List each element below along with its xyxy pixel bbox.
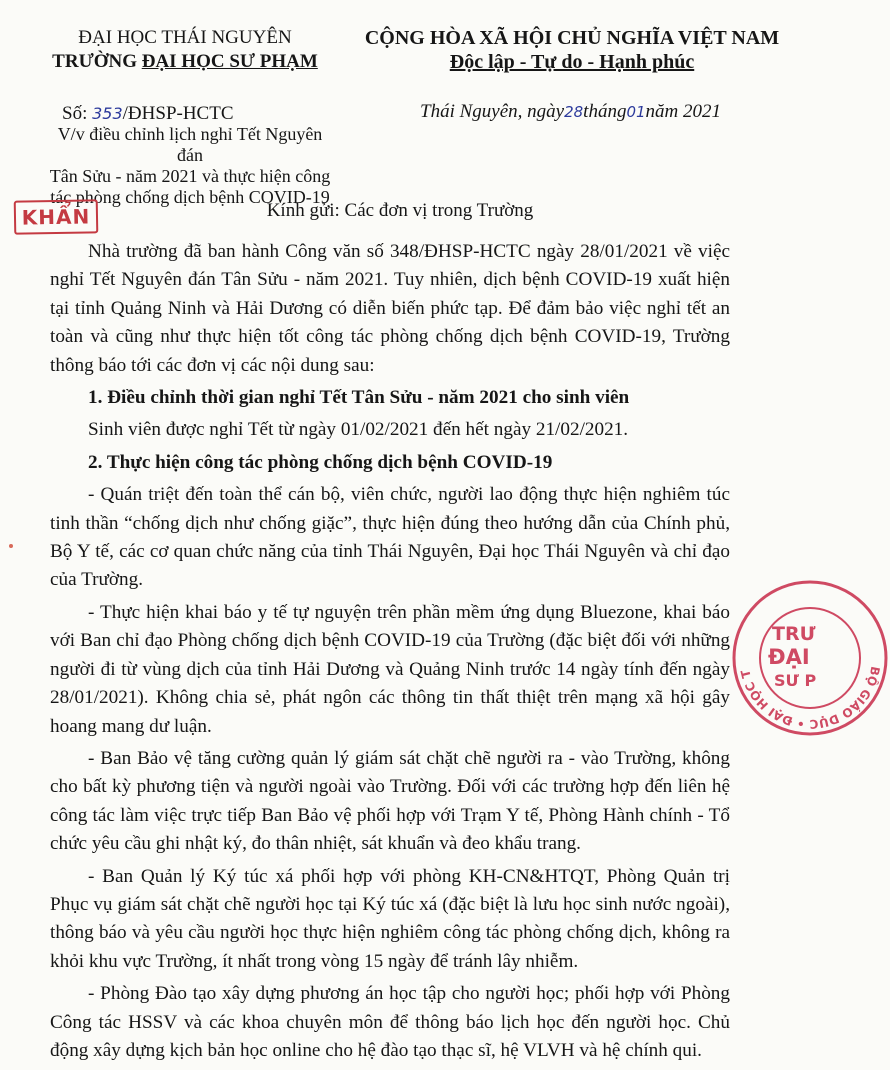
school-prefix: TRƯỜNG: [52, 51, 142, 72]
date-month-label: tháng: [583, 101, 627, 122]
seal-line: ĐẠI: [768, 645, 810, 669]
subject-line: tác phòng chống dịch bệnh COVID-19: [50, 187, 330, 207]
date-day: 28: [564, 103, 584, 121]
date-year: năm 2021: [645, 101, 722, 122]
body-paragraph: - Thực hiện khai báo y tế tự nguyện trên phần mềm ứng dụng Bluezone, khai báo với Ban chỉ đạo Phòng chống dịch bệnh COVID-19 của Trường (đặc biệt đối với những người đi từ vùng dịch của tỉnh Hải Dương và Quảng Ninh trước 14 ngày tính đến ngày 28/01/2021). Không chia sẻ, phát ngôn các thông tin thất thiệt trên mạng xã hội gây hoang mang dư luận.: [50, 601, 730, 737]
school-name-line: [20, 50, 350, 74]
document-subject: [45, 124, 335, 208]
date-place: Thái Nguyên, ngày: [420, 101, 565, 122]
issuer-block: [20, 26, 350, 74]
university-name: ĐẠI HỌC THÁI NGUYÊN: [78, 27, 292, 48]
document-date: [420, 101, 721, 123]
doc-number-suffix: /ĐHSP-HCTC: [122, 103, 234, 124]
national-header: [352, 26, 792, 74]
doc-number-handwritten: 353: [92, 104, 123, 123]
subject-line: Tân Sửu - năm 2021 và thực hiện công: [49, 166, 331, 186]
seal-icon: [730, 578, 890, 738]
seal-ring-text: BỘ GIÁO DỤC • ĐẠI HỌC T: [738, 665, 883, 732]
document-body: [50, 238, 730, 1065]
body-paragraph: - Phòng Đào tạo xây dựng phương án học tập cho người học; phối hợp với Phòng Công tác HSSV và các khoa chuyên môn để thông báo lịch học đến người học. Chủ động xây dựng kịch bản học online cho hệ đào tạo thạc sĩ, hệ VLVH và hệ chính qui.: [50, 983, 730, 1061]
school-name: ĐẠI HỌC SƯ PHẠM: [141, 51, 318, 72]
ink-dot: [9, 544, 13, 548]
document-number: [62, 103, 234, 125]
official-seal: [730, 578, 890, 738]
country-name: CỘNG HÒA XÃ HỘI CHỦ NGHĨA VIỆT NAM: [364, 27, 780, 49]
subject-line: V/v điều chỉnh lịch nghỉ Tết Nguyên đán: [57, 124, 323, 165]
body-paragraph: Sinh viên được nghỉ Tết từ ngày 01/02/2021 đến hết ngày 21/02/2021.: [88, 419, 629, 441]
body-paragraph: - Ban Quản lý Ký túc xá phối hợp với phòng KH-CN&HTQT, Phòng Quản trị Phục vụ giám sát chặt chẽ người học tại Ký túc xá (đặc biệt là lưu học sinh nước ngoài), thông báo và yêu cầu người học thực hiện nghiêm công tác phòng chống dịch, không ra khỏi khu vực Trường, ít nhất trong vòng 15 ngày để tránh lây nhiễm.: [50, 865, 730, 972]
seal-line: TRƯ: [772, 623, 816, 645]
body-paragraph: - Ban Bảo vệ tăng cường quản lý giám sát chặt chẽ người ra - vào Trường, không cho bất kỳ phương tiện và người ngoài vào Trường. Đối với các trường hợp đến liên hệ công tác làm việc trực tiếp Ban Bảo vệ phối hợp với Trạm Y tế, Phòng Hành chính - Tổ chức yêu cầu ghi nhật ký, đo thân nhiệt, sát khuẩn và đeo khẩu trang.: [50, 747, 730, 855]
urgent-stamp: KHẨN: [14, 199, 99, 234]
date-month: 01: [626, 103, 646, 121]
national-motto: Độc lập - Tự do - Hạnh phúc: [449, 51, 695, 73]
body-paragraph: - Quán triệt đến toàn thể cán bộ, viên chức, người lao động thực hiện nghiêm túc tinh thần “chống dịch như chống giặc”, thực hiện đúng theo hướng dẫn của Chính phủ, Bộ Y tế, các cơ quan chức năng của tỉnh Thái Nguyên, Đại học Thái Nguyên và chỉ đạo của Trường.: [50, 484, 730, 591]
section-heading: 2. Thực hiện công tác phòng chống dịch bệnh COVID-19: [88, 451, 553, 473]
recipient-line: Kính gửi: Các đơn vị trong Trường: [266, 200, 534, 221]
body-paragraph: Nhà trường đã ban hành Công văn số 348/ĐHSP-HCTC ngày 28/01/2021 về việc nghỉ Tết Nguyên đán Tân Sửu - năm 2021. Tuy nhiên, dịch bệnh COVID-19 xuất hiện tại tỉnh Quảng Ninh và Hải Dương có diễn biến phức tạp. Để đảm bảo việc nghỉ tết an toàn và cũng như thực hiện tốt công tác phòng chống dịch bệnh COVID-19, Trường thông báo tới các đơn vị các nội dung sau:: [50, 241, 730, 376]
doc-number-prefix: Số:: [62, 103, 93, 124]
seal-line: SƯ P: [774, 671, 817, 690]
section-heading: 1. Điều chỉnh thời gian nghỉ Tết Tân Sửu - năm 2021 cho sinh viên: [88, 387, 630, 409]
